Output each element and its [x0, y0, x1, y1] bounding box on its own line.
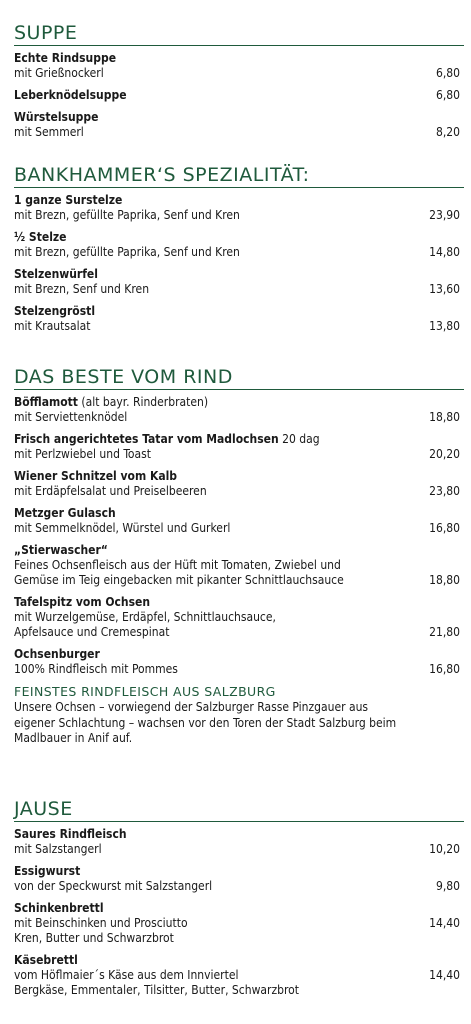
note-line: eigener Schlachtung – wachsen vor den Toren der Stadt Salzburg beim — [14, 715, 397, 730]
item-description: Kren, Butter und Schwarzbrot — [14, 931, 174, 945]
menu-item — [14, 864, 464, 894]
item-name — [14, 953, 464, 968]
section-suppe — [14, 22, 464, 147]
item-name — [14, 595, 464, 610]
item-name — [14, 304, 464, 319]
item-name — [14, 864, 464, 879]
item-name — [14, 469, 464, 484]
item-name-text: Leberknödelsuppe — [14, 88, 127, 102]
item-price: 16,80 — [429, 662, 460, 676]
menu-item — [14, 395, 464, 425]
item-name-text: Frisch angerichtetes Tatar vom Madlochsen — [14, 432, 279, 446]
item-price: 18,80 — [429, 573, 460, 587]
note-line: Unsere Ochsen – vorwiegend der Salzburger Rasse Pinzgauer aus — [14, 700, 369, 714]
menu-item — [14, 193, 464, 223]
item-name-text: Käsebrettl — [14, 953, 78, 967]
item-description: mit Grießnockerl — [14, 66, 104, 80]
item-name-text: Tafelspitz vom Ochsen — [14, 595, 151, 609]
menu-item — [14, 506, 464, 536]
menu-item — [14, 827, 464, 857]
item-price: 14,40 — [429, 916, 460, 930]
item-name-text: Echte Rindsuppe — [14, 51, 117, 65]
note-line: Madlbauer in Anif auf. — [14, 731, 133, 745]
item-description: mit Brezn, Senf und Kren — [14, 282, 150, 296]
item-name — [14, 51, 464, 66]
item-name-text: Ochsenburger — [14, 647, 100, 661]
item-name — [14, 193, 464, 208]
item-name-text: „Stierwascher“ — [14, 543, 108, 557]
section-title: DAS BESTE VOM RIND — [14, 366, 464, 390]
item-name-text: Stelzengröstl — [14, 304, 96, 318]
item-description: mit Brezn, gefüllte Paprika, Senf und Kren — [14, 208, 240, 222]
menu-item — [14, 953, 464, 998]
item-name-text: Metzger Gulasch — [14, 506, 116, 520]
section-title: BANKHAMMER‘S SPEZIALITÄT: — [14, 164, 464, 188]
item-price: 14,80 — [429, 245, 460, 259]
menu-item — [14, 432, 464, 462]
item-price: 21,80 — [429, 625, 460, 639]
item-price: 6,80 — [435, 88, 460, 102]
item-price: 10,20 — [429, 842, 460, 856]
menu-item — [14, 543, 464, 588]
item-description: mit Semmelknödel, Würstel und Gurkerl — [14, 521, 231, 535]
item-price: 20,20 — [429, 447, 460, 461]
section-title: JAUSE — [14, 798, 464, 822]
item-name — [14, 395, 464, 410]
item-price: 13,80 — [429, 319, 460, 333]
item-description: Bergkäse, Emmentaler, Tilsitter, Butter, Schwarzbrot — [14, 983, 299, 997]
item-price: 18,80 — [429, 410, 460, 424]
item-name-text: ½ Stelze — [14, 230, 67, 244]
item-name-text: Würstelsuppe — [14, 110, 99, 124]
item-name — [14, 110, 464, 125]
menu-item — [14, 647, 464, 677]
item-name — [14, 506, 464, 521]
item-description: mit Semmerl — [14, 125, 84, 139]
menu-item — [14, 595, 464, 640]
item-description: mit Brezn, gefüllte Paprika, Senf und Kren — [14, 245, 240, 259]
item-name — [14, 827, 464, 842]
menu-item — [14, 88, 464, 103]
item-name — [14, 901, 464, 916]
item-name — [14, 267, 464, 282]
item-price: 16,80 — [429, 521, 460, 535]
section-note — [14, 700, 464, 747]
item-description: Apfelsauce und Cremespinat — [14, 625, 170, 639]
item-price: 14,40 — [429, 968, 460, 982]
section-title: SUPPE — [14, 22, 464, 46]
item-name-text: Schinkenbrettl — [14, 901, 104, 915]
item-description: mit Salzstangerl — [14, 842, 102, 856]
item-name-extra: (alt bayr. Rinderbraten) — [77, 395, 209, 409]
menu-item — [14, 469, 464, 499]
item-description: mit Krautsalat — [14, 319, 91, 333]
item-name-text: Essigwurst — [14, 864, 81, 878]
menu-item — [14, 51, 464, 81]
item-description: Feines Ochsenfleisch aus der Hüft mit Tomaten, Zwiebel und — [14, 558, 341, 572]
menu-item — [14, 267, 464, 297]
item-price: 23,90 — [429, 208, 460, 222]
section-subheading: FEINSTES RINDFLEISCH AUS SALZBURG — [14, 684, 276, 699]
menu-item — [14, 110, 464, 140]
item-description: mit Perlzwiebel und Toast — [14, 447, 152, 461]
item-name — [14, 88, 464, 103]
item-price: 13,60 — [429, 282, 460, 296]
item-description: mit Beinschinken und Prosciutto — [14, 916, 188, 930]
item-name-text: Saures Rindfleisch — [14, 827, 127, 841]
item-name-text: Wiener Schnitzel vom Kalb — [14, 469, 178, 483]
item-price: 9,80 — [435, 879, 460, 893]
item-name — [14, 647, 464, 662]
item-name-text: Böfflamott — [14, 395, 78, 409]
item-name-text: Stelzenwürfel — [14, 267, 98, 281]
item-name — [14, 543, 464, 558]
section-spezialitaet — [14, 164, 464, 341]
item-description: von der Speckwurst mit Salzstangerl — [14, 879, 213, 893]
menu-item — [14, 901, 464, 946]
section-jause — [14, 798, 464, 1005]
item-name — [14, 230, 464, 245]
item-price: 23,80 — [429, 484, 460, 498]
item-description: Gemüse im Teig eingebacken mit pikanter Schnittlauchsauce — [14, 573, 344, 587]
menu-item — [14, 304, 464, 334]
item-name-extra: 20 dag — [278, 432, 320, 446]
item-description: vom Höflmaier´s Käse aus dem Innviertel — [14, 968, 239, 982]
item-description: mit Erdäpfelsalat und Preiselbeeren — [14, 484, 207, 498]
item-description: mit Serviettenknödel — [14, 410, 128, 424]
item-price: 8,20 — [435, 125, 460, 139]
item-price: 6,80 — [435, 66, 460, 80]
item-description: 100% Rindfleisch mit Pommes — [14, 662, 178, 676]
item-name-text: 1 ganze Surstelze — [14, 193, 123, 207]
item-description: mit Wurzelgemüse, Erdäpfel, Schnittlauchsauce, — [14, 610, 276, 624]
item-name — [14, 432, 464, 447]
section-rind — [14, 366, 464, 747]
menu-item — [14, 230, 464, 260]
